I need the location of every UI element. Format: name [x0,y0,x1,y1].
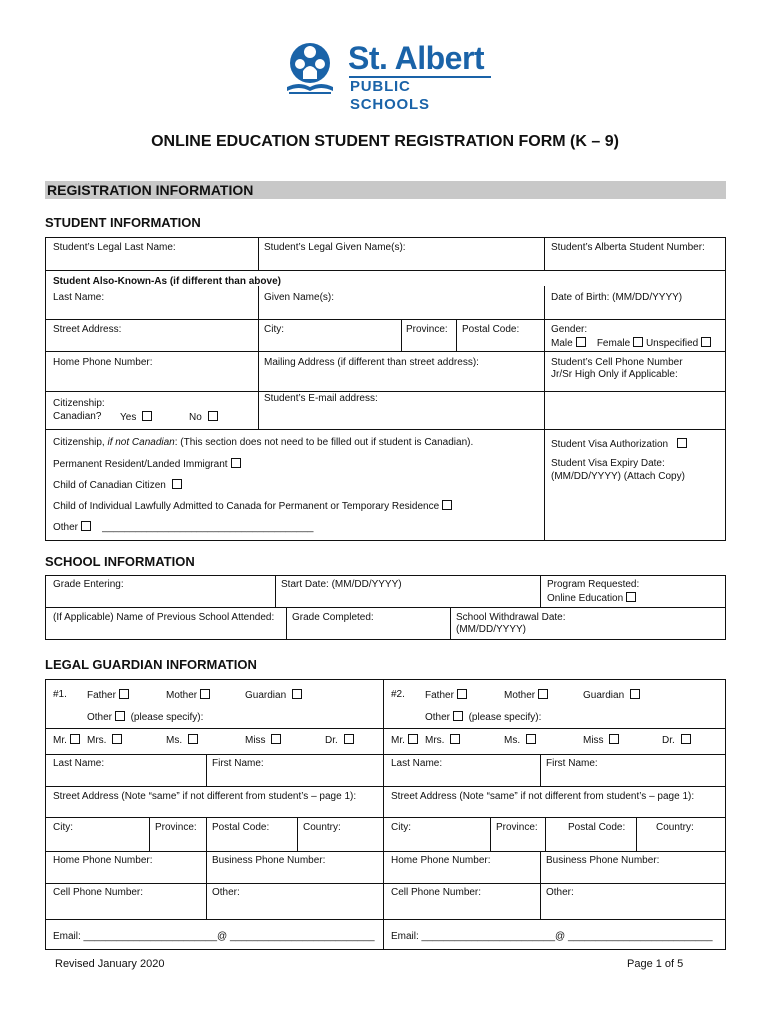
guardian1-mother-checkbox[interactable] [200,689,210,699]
other-label: Other [87,712,113,723]
guardian2-postal-label: Postal Code: [568,822,626,833]
guardian1-other-option [87,711,203,724]
school-crest-icon [279,41,341,97]
form-title: ONLINE EDUCATION STUDENT REGISTRATION FORM (K – 9) [151,133,619,150]
guardian-section-heading: LEGAL GUARDIAN INFORMATION [45,657,257,672]
logo-title: St. Albert [348,40,485,76]
guardian2-mother-checkbox[interactable] [538,689,548,699]
student-email-label: Student’s E-mail address: [264,393,378,404]
revision-date: Revised January 2020 [55,958,165,970]
guardian1-business-phone-label: Business Phone Number: [212,855,326,866]
previous-school-label: (If Applicable) Name of Previous School Attended: [53,612,275,623]
gender-label: Gender: [551,324,588,335]
row-divider [45,851,726,852]
row-divider [45,754,726,755]
mother-label: Mother [504,690,536,701]
ms-label: Ms. [166,735,183,746]
gender-options [551,337,711,350]
guardian2-business-phone-label: Business Phone Number: [546,855,660,866]
guardian1-email-field[interactable]: Email: ________________________@ __________________________ [53,931,375,942]
start-date-label: Start Date: (MM/DD/YYYY) [281,579,402,590]
online-education-option [547,592,636,605]
guardian1-dr-checkbox[interactable] [344,734,354,744]
other-checkbox[interactable] [81,521,91,531]
guardian1-dr-option [325,734,354,747]
logo-divider [349,76,491,78]
guardian2-cell-phone-label: Cell Phone Number: [391,887,482,898]
other-write-line[interactable]: ______________________________________ [102,522,314,533]
guardian2-guardian-option [583,689,640,702]
guardian2-mr-option [391,734,418,747]
guardian2-mrs-checkbox[interactable] [450,734,460,744]
aka-given-name-label: Given Name(s): [264,292,335,303]
visa-authorization [551,438,687,451]
home-phone-label: Home Phone Number: [53,357,153,368]
visa-expiry-note: (MM/DD/YYYY) (Attach Copy) [551,471,685,482]
guardian2-father-option [425,689,467,702]
guardian2-province-label: Province: [496,822,538,833]
col-divider [401,319,402,352]
unspecified-checkbox[interactable] [701,337,711,347]
child-citizen-label: Child of Canadian Citizen [53,480,166,491]
online-education-checkbox[interactable] [626,592,636,602]
father-label: Father [425,690,454,701]
other-label: Other [425,712,451,723]
legal-last-name-label: Student’s Legal Last Name: [53,242,176,253]
alberta-number-label: Student’s Alberta Student Number: [551,242,705,253]
guardian-label: Guardian [245,690,287,701]
col-divider [286,607,287,640]
guardian2-dr-checkbox[interactable] [681,734,691,744]
male-checkbox[interactable] [576,337,586,347]
logo-subtitle: PUBLIC SCHOOLS [350,78,430,113]
guardian2-miss-checkbox[interactable] [609,734,619,744]
row-divider [45,919,726,920]
guardian1-other-checkbox[interactable] [115,711,125,721]
mrs-label: Mrs. [87,735,107,746]
online-education-label: Online Education [547,593,624,604]
legal-given-name-label: Student’s Legal Given Name(s): [264,242,406,253]
no-checkbox[interactable] [208,411,218,421]
guardian2-other-field-label: Other: [546,887,574,898]
other-label: Other [53,522,79,533]
guardian1-number: #1. [53,689,67,700]
grade-entering-label: Grade Entering: [53,579,124,590]
col-divider [206,754,207,787]
guardian1-ms-checkbox[interactable] [188,734,198,744]
guardian1-father-option [87,689,129,702]
guardian2-other-checkbox[interactable] [453,711,463,721]
child-admitted-label: Child of Individual Lawfully Admitted to Canada for Permanent or Temporary Residence [53,501,440,512]
mr-label: Mr. [53,735,67,746]
guardian1-guardian-checkbox[interactable] [292,689,302,699]
permanent-resident-checkbox[interactable] [231,458,241,468]
student-section-heading: STUDENT INFORMATION [45,215,201,230]
guardian-col-divider [383,679,384,950]
other-citizenship-option [53,521,313,534]
postal-code-label: Postal Code: [462,324,520,335]
row-divider [45,786,726,787]
school-logo [279,40,494,113]
row-divider [45,391,726,392]
male-label: Male [551,338,573,349]
visa-auth-checkbox[interactable] [677,438,687,448]
guardian1-city-label: City: [53,822,73,833]
registration-band [45,181,726,199]
guardian2-email-field[interactable]: Email: ________________________@ __________________________ [391,931,713,942]
guardian1-last-name-label: Last Name: [53,758,105,769]
unspecified-label: Unspecified [645,338,699,349]
col-divider [544,286,545,541]
col-divider [545,817,546,852]
guardian2-ms-checkbox[interactable] [526,734,536,744]
citizenship-label: Citizenship: [53,398,105,409]
row-divider [45,883,726,884]
row-divider [45,728,726,729]
mailing-address-label: Mailing Address (if different than street address): [264,357,479,368]
guardian1-first-name-label: First Name: [212,758,264,769]
col-divider [456,319,457,352]
col-divider [297,817,298,852]
guardian2-home-phone-label: Home Phone Number: [391,855,491,866]
registration-heading: REGISTRATION INFORMATION [47,182,254,198]
col-divider [275,575,276,608]
guardian1-miss-checkbox[interactable] [271,734,281,744]
female-label: Female [596,338,631,349]
mr-label: Mr. [391,735,405,746]
cell-phone-label: Student’s Cell Phone Number [551,357,683,368]
visa-auth-label: Student Visa Authorization [551,439,669,450]
row-divider [45,817,726,818]
page-number: Page 1 of 5 [627,958,684,970]
province-label: Province: [406,324,448,335]
please-specify-label: (please specify): [468,712,542,723]
guardian1-street-label: Street Address (Note “same” if not different from student’s – page 1): [53,791,357,802]
guardian2-guardian-checkbox[interactable] [630,689,640,699]
please-specify-label: (please specify): [130,712,204,723]
permanent-resident-label: Permanent Resident/Landed Immigrant [53,459,228,470]
guardian1-home-phone-label: Home Phone Number: [53,855,153,866]
city-label: City: [264,324,284,335]
citizenship-not-canadian [53,437,473,449]
dr-label: Dr. [325,735,338,746]
guardian2-country-label: Country: [656,822,694,833]
yes-checkbox[interactable] [142,411,152,421]
guardian1-mother-option [166,689,210,702]
guardian-label: Guardian [583,690,625,701]
street-address-label: Street Address: [53,324,122,335]
guardian2-last-name-label: Last Name: [391,758,443,769]
guardian1-province-label: Province: [155,822,197,833]
col-divider [206,817,207,852]
row-divider [45,270,726,271]
guardian2-father-checkbox[interactable] [457,689,467,699]
guardian1-country-label: Country: [303,822,341,833]
row-divider [45,319,726,320]
guardian2-street-label: Street Address (Note “same” if not different from student’s – page 1): [391,791,695,802]
aka-last-name-label: Last Name: [53,292,105,303]
mother-label: Mother [166,690,198,701]
ms-label: Ms. [504,735,521,746]
mrs-label: Mrs. [425,735,445,746]
guardian2-city-label: City: [391,822,411,833]
col-divider [258,286,259,430]
dob-label: Date of Birth: (MM/DD/YYYY) [551,292,683,303]
cit-text-c: : (This section does not need to be filled out if student is Canadian). [174,437,474,448]
guardian1-ms-option [166,734,198,747]
visa-expiry-label: Student Visa Expiry Date: [551,458,665,469]
guardian1-mr-checkbox[interactable] [70,734,80,744]
guardian1-miss-option [245,734,281,747]
guardian2-first-name-label: First Name: [546,758,598,769]
guardian2-other-option [425,711,541,724]
cit-text-b: if not Canadian [107,437,175,448]
withdrawal-date-label: School Withdrawal Date: [456,612,566,623]
guardian1-guardian-option [245,689,302,702]
guardian1-mr-option [53,734,80,747]
row-divider [45,429,726,430]
col-divider [544,237,545,271]
guardian1-father-checkbox[interactable] [119,689,129,699]
row-divider [45,607,726,608]
col-divider [450,607,451,640]
miss-label: Miss [583,735,604,746]
col-divider [149,817,150,852]
grade-completed-label: Grade Completed: [292,612,374,623]
yes-label: Yes [120,412,137,423]
guardian2-mrs-option [425,734,460,747]
guardian2-mr-checkbox[interactable] [408,734,418,744]
no-label: No [189,412,202,423]
col-divider [636,817,637,852]
col-divider [540,851,541,920]
no-option [189,411,218,424]
program-requested-label: Program Requested: [547,579,640,590]
withdrawal-date-format: (MM/DD/YYYY) [456,624,526,635]
col-divider [540,754,541,787]
yes-option [120,411,152,424]
col-divider [258,237,259,271]
permanent-resident-option [53,458,241,471]
guardian2-number: #2. [391,689,405,700]
col-divider [206,851,207,920]
guardian2-ms-option [504,734,536,747]
cell-phone-note: Jr/Sr High Only if Applicable: [551,369,678,380]
guardian1-mrs-checkbox[interactable] [112,734,122,744]
guardian2-mother-option [504,689,548,702]
child-citizen-checkbox[interactable] [172,479,182,489]
guardian2-dr-option [662,734,691,747]
guardian1-mrs-option [87,734,122,747]
aka-label: Student Also-Known-As (if different than above) [53,276,281,287]
col-divider [490,817,491,852]
child-admitted-option [53,500,452,513]
miss-label: Miss [245,735,266,746]
father-label: Father [87,690,116,701]
col-divider [540,575,541,608]
guardian1-postal-label: Postal Code: [212,822,270,833]
child-admitted-checkbox[interactable] [442,500,452,510]
dr-label: Dr. [662,735,675,746]
cit-text-a: Citizenship, [53,437,108,448]
row-divider [45,351,726,352]
canadian-question: Canadian? [53,411,102,422]
guardian1-cell-phone-label: Cell Phone Number: [53,887,144,898]
guardian1-other-field-label: Other: [212,887,240,898]
child-citizen-option [53,479,182,492]
guardian2-miss-option [583,734,619,747]
school-section-heading: SCHOOL INFORMATION [45,554,195,569]
female-checkbox[interactable] [633,337,643,347]
